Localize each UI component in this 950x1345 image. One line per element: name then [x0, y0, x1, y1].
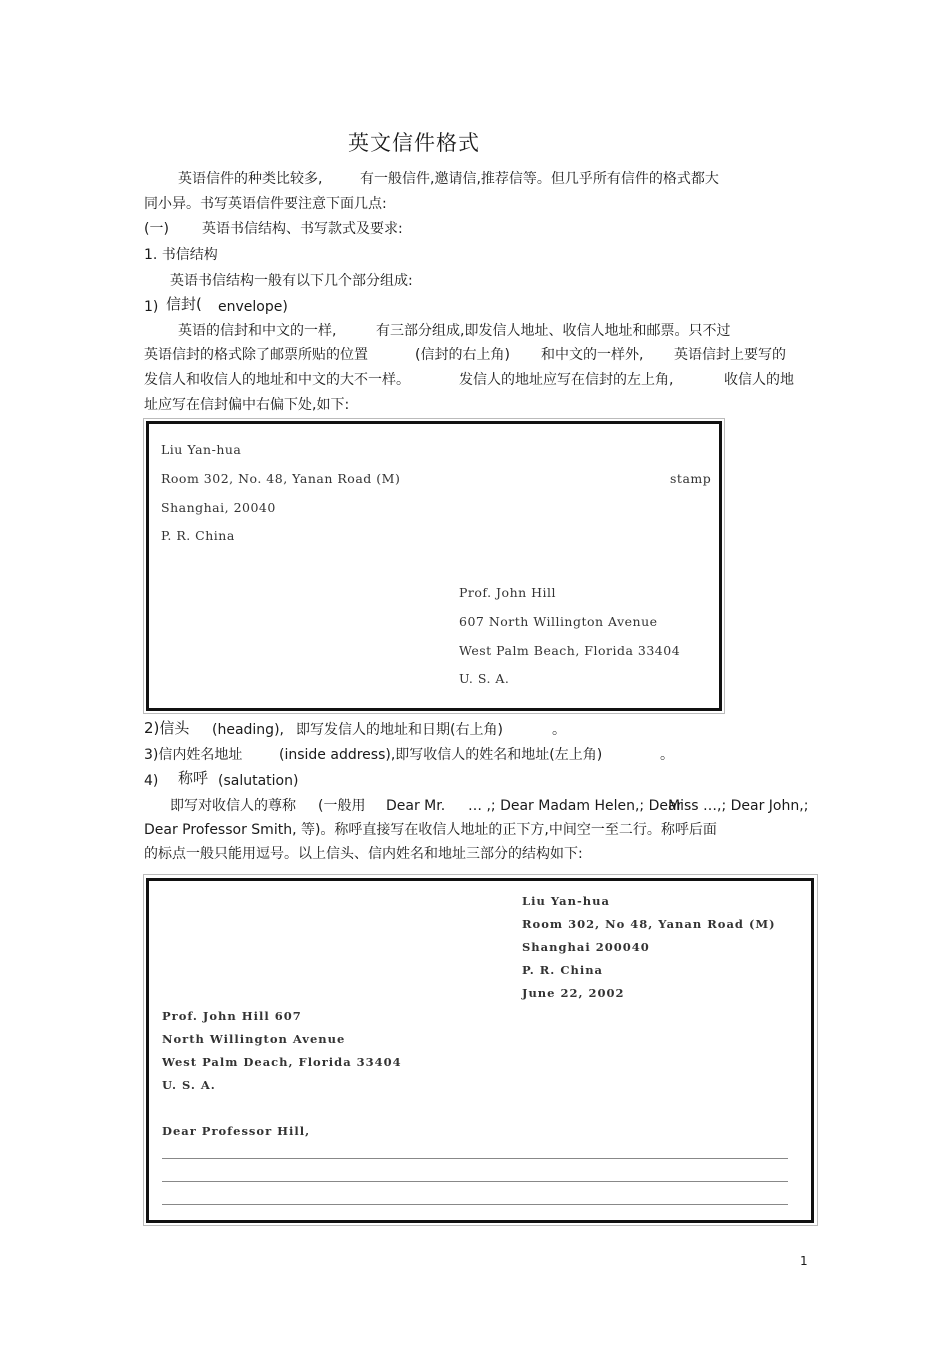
envelope-desc-2c: 和中文的一样外, [541, 347, 644, 363]
envelope-desc-4: 址应写在信封偏中右偏下处,如下: [144, 397, 350, 413]
envelope-stamp-label: stamp [670, 471, 712, 486]
item-1-number: 1) [144, 299, 159, 315]
salutation-desc-1b: (一般用 [318, 798, 366, 814]
envelope-desc-1a: 英语的信封和中文的一样, [178, 323, 337, 339]
envelope-recipient-line: West Palm Beach, Florida 33404 [459, 643, 681, 658]
item-3-desc: (inside address),即写收信人的姓名和地址(左上角) [279, 747, 603, 763]
envelope-desc-2a: 英语信封的格式除了邮票所贴的位置 [144, 347, 368, 363]
letter-heading-line: Shanghai 200040 [522, 940, 650, 954]
letter-heading-line: Liu Yan-hua [522, 894, 610, 908]
intro-line-1a: 英语信件的种类比较多, [178, 171, 323, 187]
letter-heading-line: Room 302, No 48, Yanan Road (M) [522, 917, 776, 931]
page-number: 1 [800, 1254, 808, 1268]
envelope-desc-3c: 收信人的地 [724, 372, 794, 388]
envelope-recipient-line: 607 North Willington Avenue [459, 614, 658, 629]
letter-body-rule [162, 1204, 788, 1205]
item-3-label: 3)信内姓名地址 [144, 747, 243, 763]
section-number: (一) [144, 221, 169, 237]
page-title: 英文信件格式 [348, 131, 480, 155]
letter-inside-address-line: North Willington Avenue [162, 1032, 346, 1046]
envelope-sender-line: Shanghai, 20040 [161, 500, 276, 515]
letter-body-rule [162, 1181, 788, 1182]
item-3-end: 。 [660, 747, 674, 763]
salutation-desc-1e: Miss …,; Dear John,; [668, 798, 809, 814]
envelope-figure [146, 421, 722, 711]
item-1-en: envelope) [218, 299, 288, 315]
item-2-en: (heading), [212, 722, 284, 738]
salutation-desc-1d: … ,; Dear Madam Helen,; Dear [468, 798, 683, 814]
letter-salutation: Dear Professor Hill, [162, 1124, 311, 1138]
letter-inside-address-line: West Palm Deach, Florida 33404 [162, 1055, 402, 1069]
letter-inside-address-line: U. S. A. [162, 1078, 216, 1092]
item-4-label: 称呼 [178, 769, 209, 787]
envelope-desc-3a: 发信人和收信人的地址和中文的大不一样。 [144, 372, 410, 388]
letter-body-rule [162, 1158, 788, 1159]
item-4-number: 4) [144, 773, 159, 789]
letter-inside-address-line: Prof. John Hill 607 [162, 1009, 302, 1023]
salutation-desc-2: Dear Professor Smith, 等)。称呼直接写在收信人地址的正下方,中间空一至二行。称呼后面 [144, 822, 717, 838]
envelope-desc-1b: 有三部分组成,即发信人地址、收信人地址和邮票。只不过 [376, 323, 731, 339]
intro-line-1b: 有一般信件,邀请信,推荐信等。但几乎所有信件的格式都大 [360, 171, 719, 187]
item-1-label: 信封( [166, 295, 202, 313]
letter-heading-line: P. R. China [522, 963, 604, 977]
subsection-1: 1. 书信结构 [144, 247, 218, 263]
intro-line-2: 同小异。书写英语信件要注意下面几点: [144, 196, 387, 212]
salutation-desc-1c: Dear Mr. [386, 798, 446, 814]
envelope-recipient-line: U. S. A. [459, 671, 510, 686]
envelope-desc-2d: 英语信封上要写的 [674, 347, 786, 363]
envelope-desc-2b: (信封的右上角) [415, 347, 510, 363]
letter-heading-line: June 22, 2002 [522, 986, 625, 1000]
envelope-recipient-line: Prof. John Hill [459, 585, 557, 600]
item-2-label: 2)信头 [144, 719, 190, 737]
envelope-sender-line: P. R. China [161, 528, 235, 543]
salutation-desc-3: 的标点一般只能用逗号。以上信头、信内姓名和地址三部分的结构如下: [144, 846, 583, 862]
subsection-1-desc: 英语书信结构一般有以下几个部分组成: [170, 273, 413, 289]
section-heading: 英语书信结构、书写款式及要求: [202, 221, 403, 237]
envelope-sender-line: Room 302, No. 48, Yanan Road (M) [161, 471, 401, 486]
salutation-desc-1a: 即写对收信人的尊称 [170, 798, 296, 814]
item-2-desc: 即写发信人的地址和日期(右上角) [296, 722, 503, 738]
envelope-sender-line: Liu Yan-hua [161, 442, 242, 457]
item-2-end: 。 [552, 722, 566, 738]
envelope-desc-3b: 发信人的地址应写在信封的左上角, [459, 372, 674, 388]
item-4-en: (salutation) [218, 773, 299, 789]
